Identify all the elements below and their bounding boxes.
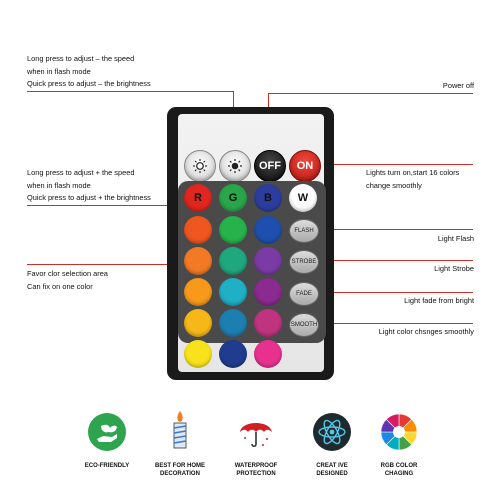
smooth-button[interactable]: SMOOTH xyxy=(289,313,319,337)
leaf-hand-icon xyxy=(87,412,127,452)
color-button[interactable] xyxy=(254,216,282,244)
leader-brightness-down-h xyxy=(27,91,234,92)
leader-smooth-h xyxy=(316,323,473,324)
annotation-strobe: Light Strobe xyxy=(434,264,474,273)
color-button[interactable] xyxy=(219,278,247,306)
red-button[interactable]: R xyxy=(184,184,212,212)
blue-button[interactable]: B xyxy=(254,184,282,212)
color-button[interactable] xyxy=(184,340,212,368)
fade-button[interactable]: FADE xyxy=(289,282,319,306)
brightness-up-button[interactable] xyxy=(219,150,251,182)
flash-button[interactable]: FLASH xyxy=(289,219,319,243)
leader-strobe-h xyxy=(316,260,473,261)
green-button[interactable]: G xyxy=(219,184,247,212)
annotation-smooth: Light color chsnges smoothly xyxy=(378,327,474,336)
color-button[interactable] xyxy=(184,309,212,337)
color-button[interactable] xyxy=(254,278,282,306)
feature-caption-creative: CREAT IVE DESIGNED xyxy=(316,463,348,477)
feature-caption-rgb: RGB COLOR CHAGING xyxy=(380,463,418,477)
color-wheel-icon xyxy=(379,412,419,452)
feature-caption-eco: ECO-FRIENDLY xyxy=(84,463,130,469)
candle-icon xyxy=(160,410,200,450)
feature-caption-home: BEST FOR HOME DECORATION xyxy=(154,463,205,477)
color-button[interactable] xyxy=(184,278,212,306)
color-button[interactable] xyxy=(219,309,247,337)
color-button[interactable] xyxy=(184,247,212,275)
annotation-power-off: Power off xyxy=(442,81,474,90)
atom-icon xyxy=(312,412,352,452)
leader-flash-h xyxy=(316,229,473,230)
on-button[interactable]: ON xyxy=(289,150,321,182)
leader-colors-h xyxy=(27,264,189,265)
color-button[interactable] xyxy=(219,247,247,275)
annotation-brightness-up: Long press to adjust + the speed when in flash mode Quick press to adjust + the brightness xyxy=(27,168,151,202)
annotation-flash: Light Flash xyxy=(437,234,474,243)
strobe-button[interactable]: STROBE xyxy=(289,250,319,274)
brightness-down-button[interactable] xyxy=(184,150,216,182)
leader-power-on-h xyxy=(316,164,473,165)
sun-dim-icon xyxy=(192,158,208,174)
feature-caption-waterproof: WATERPROOF PROTECTION xyxy=(234,463,278,477)
leader-power-off-h xyxy=(268,93,473,94)
leader-fade-h xyxy=(316,292,473,293)
annotation-fade: Light fade from bright xyxy=(404,296,474,305)
sun-bright-icon xyxy=(227,158,243,174)
color-button[interactable] xyxy=(219,216,247,244)
color-button[interactable] xyxy=(219,340,247,368)
color-button[interactable] xyxy=(184,216,212,244)
annotation-color-area: Favor clor selection area Can fix on one color xyxy=(27,269,108,291)
white-button[interactable]: W xyxy=(289,184,317,212)
annotation-power-on: Lights turn on,start 16 colors change smoothly xyxy=(366,168,460,190)
color-button[interactable] xyxy=(254,340,282,368)
umbrella-icon xyxy=(236,412,276,452)
color-button[interactable] xyxy=(254,247,282,275)
color-button[interactable] xyxy=(254,309,282,337)
annotation-brightness-down: Long press to adjust – the speed when in flash mode Quick press to adjust – the brightness xyxy=(27,54,151,88)
off-button[interactable]: OFF xyxy=(254,150,286,182)
